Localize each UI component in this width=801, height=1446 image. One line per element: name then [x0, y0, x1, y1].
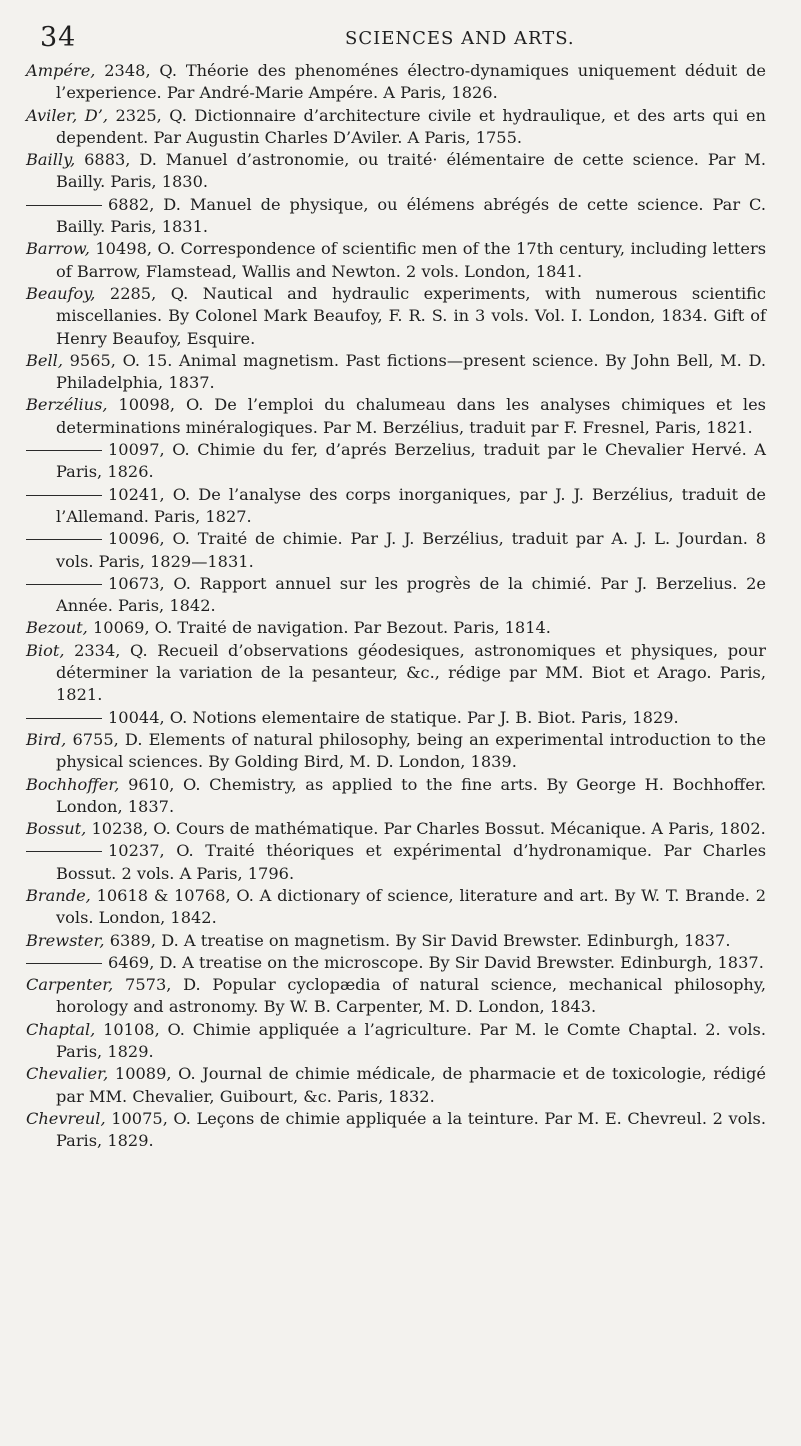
entry-text: 10098, O. De l’emploi du chalumeau dans les analyses chimiques et les determinations minéralogiques. Par M. Berzélius, traduit par F. Fresnel, Paris, 1821.	[56, 395, 766, 437]
ditto-rule	[26, 495, 102, 496]
entry-text: 10069, O. Traité de navigation. Par Bezout. Paris, 1814.	[87, 618, 551, 638]
entry-text: 10089, O. Journal de chimie médicale, de pharmacie et de toxicologie, rédigé par MM. Chevalier, Guibourt, &c. Paris, 1832.	[56, 1064, 766, 1106]
entry-text: 10075, O. Leçons de chimie appliquée a la teinture. Par M. E. Chevreul. 2 vols. Paris, 1829.	[56, 1108, 766, 1151]
bibliography-entry	[26, 640, 766, 707]
ditto-rule	[26, 539, 102, 540]
bibliography-entry	[26, 1063, 766, 1108]
entry-author: Beaufoy,	[26, 283, 96, 303]
entry-author: Bochhoffer,	[26, 774, 120, 794]
entry-text: 6882, D. Manuel de physique, ou élémens abrégés de cette science. Par C. Bailly. Paris, 1831.	[56, 194, 766, 237]
ditto-rule	[26, 718, 102, 719]
entry-author: Aviler, D’,	[26, 105, 108, 125]
entry-text: 2334, Q. Recueil d’observations géodesiques, astronomiques et physiques, pour déterminer la variation de la pesanteur, &c., rédige par MM. Biot et Arago. Paris, 1821.	[56, 640, 766, 705]
entry-text: 2348, Q. Théorie des phenoménes électro-dynamiques uniquement déduit de l’experience. Par André-Marie Ampére. A Paris, 1826.	[56, 61, 766, 103]
bibliography-entry	[26, 617, 766, 639]
bibliography-entry	[26, 930, 766, 952]
bibliography-entry	[26, 729, 766, 774]
ditto-rule	[26, 963, 102, 964]
entry-text: 6389, D. A treatise on magnetism. By Sir David Brewster. Edinburgh, 1837.	[104, 930, 731, 950]
entry-author: Brewster,	[26, 930, 105, 950]
entry-author: Bird,	[26, 729, 67, 749]
bibliography-entry	[26, 149, 766, 194]
entry-text: 7573, D. Popular cyclopædia of natural science, mechanical philosophy, horology and astronomy. By W. B. Carpenter, M. D. London, 1843.	[56, 975, 766, 1017]
entry-author: Chaptal,	[26, 1019, 96, 1039]
bibliography-entry	[26, 60, 766, 105]
bibliography-entry	[26, 952, 766, 974]
ditto-rule	[26, 450, 102, 451]
ditto-rule	[26, 851, 102, 852]
entry-author: Bailly,	[26, 150, 76, 170]
entry-text: 6755, D. Elements of natural philosophy, being an experimental introduction to the physical sciences. By Golding Bird, M. D. London, 1839.	[56, 729, 766, 772]
entry-author: Brande,	[26, 885, 91, 905]
bibliography-list	[26, 60, 766, 1153]
entry-author: Bell,	[26, 350, 63, 370]
page-header	[40, 22, 785, 56]
entry-text: 10108, O. Chimie appliquée a l’agriculture. Par M. le Comte Chaptal. 2. vols. Paris, 1829.	[56, 1019, 766, 1062]
entry-text: 9610, O. Chemistry, as applied to the fine arts. By George H. Bochhoffer. London, 1837.	[56, 774, 766, 816]
entry-author: Ampére,	[26, 61, 96, 80]
entry-text: 2325, Q. Dictionnaire d’architecture civile et hydraulique, et des arts qui en dependent. Par Augustin Charles D’Aviler. A Paris, 1755.	[56, 105, 766, 147]
bibliography-entry	[26, 283, 766, 350]
entry-text: 9565, O. 15. Animal magnetism. Past fictions—present science. By John Bell, M. D. Philadelphia, 1837.	[56, 350, 766, 393]
entry-text: 10498, O. Correspondence of scientific men of the 17th century, including letters of Barrow, Flamstead, Wallis and Newton. 2 vols. London, 1841.	[56, 239, 766, 281]
page-number: 34	[40, 22, 77, 53]
entry-text: 2285, Q. Nautical and hydraulic experiments, with numerous scientific miscellanies. By Colonel Mark Beaufoy, F. R. S. in 3 vols. Vol. I. London, 1834. Gift of Henry Beaufoy, Esquire.	[56, 283, 766, 348]
bibliography-entry	[26, 707, 766, 729]
entry-text: 6883, D. Manuel d’astronomie, ou traité· élémentaire de cette science. Par M. Bailly. Paris, 1830.	[56, 150, 766, 192]
entry-author: Biot,	[26, 640, 65, 660]
entry-author: Bossut,	[26, 819, 87, 839]
ditto-rule	[26, 584, 102, 585]
bibliography-entry	[26, 885, 766, 930]
bibliography-entry	[26, 105, 766, 150]
bibliography-entry	[26, 484, 766, 529]
bibliography-entry	[26, 528, 766, 573]
bibliography-entry	[26, 1019, 766, 1064]
bibliography-entry	[26, 439, 766, 484]
bibliography-entry	[26, 350, 766, 395]
bibliography-entry	[26, 573, 766, 618]
bibliography-entry	[26, 194, 766, 239]
bibliography-entry	[26, 394, 766, 439]
bibliography-entry	[26, 974, 766, 1019]
entry-author: Berzélius,	[26, 395, 108, 415]
entry-text: 10237, O. Traité théoriques et expérimental d’hydronamique. Par Charles Bossut. 2 vols. A Paris, 1796.	[56, 841, 766, 883]
entry-author: Barrow,	[26, 239, 90, 259]
entry-author: Carpenter,	[26, 975, 114, 995]
bibliography-entry	[26, 774, 766, 819]
entry-text: 10044, O. Notions elementaire de statique. Par J. B. Biot. Paris, 1829.	[108, 707, 679, 727]
bibliography-entry	[26, 238, 766, 283]
entry-text: 6469, D. A treatise on the microscope. By Sir David Brewster. Edinburgh, 1837.	[108, 952, 764, 972]
entry-author: Bezout,	[26, 618, 88, 638]
entry-text: 10673, O. Rapport annuel sur les progrès de la chimié. Par J. Berzelius. 2e Année. Paris, 1842.	[56, 573, 766, 616]
entry-author: Chevalier,	[26, 1064, 109, 1084]
entry-text: 10618 & 10768, O. A dictionary of science, literature and art. By W. T. Brande. 2 vols. London, 1842.	[56, 885, 766, 928]
bibliography-entry	[26, 840, 766, 885]
entry-text: 10097, O. Chimie du fer, d’aprés Berzelius, traduit par le Chevalier Hervé. A Paris, 1826.	[56, 440, 766, 482]
entry-text: 10096, O. Traité de chimie. Par J. J. Berzélius, traduit par A. J. L. Jourdan. 8 vols. Paris, 1829—1831.	[56, 529, 766, 571]
running-title: SCIENCES AND ARTS.	[345, 28, 575, 49]
bibliography-entry	[26, 1108, 766, 1153]
ditto-rule	[26, 205, 102, 206]
entry-text: 10238, O. Cours de mathématique. Par Charles Bossut. Mécanique. A Paris, 1802.	[86, 819, 766, 839]
bibliography-entry	[26, 818, 766, 840]
entry-text: 10241, O. De l’analyse des corps inorganiques, par J. J. Berzélius, traduit de l’Allemand. Paris, 1827.	[56, 484, 766, 526]
entry-author: Chevreul,	[26, 1108, 106, 1128]
